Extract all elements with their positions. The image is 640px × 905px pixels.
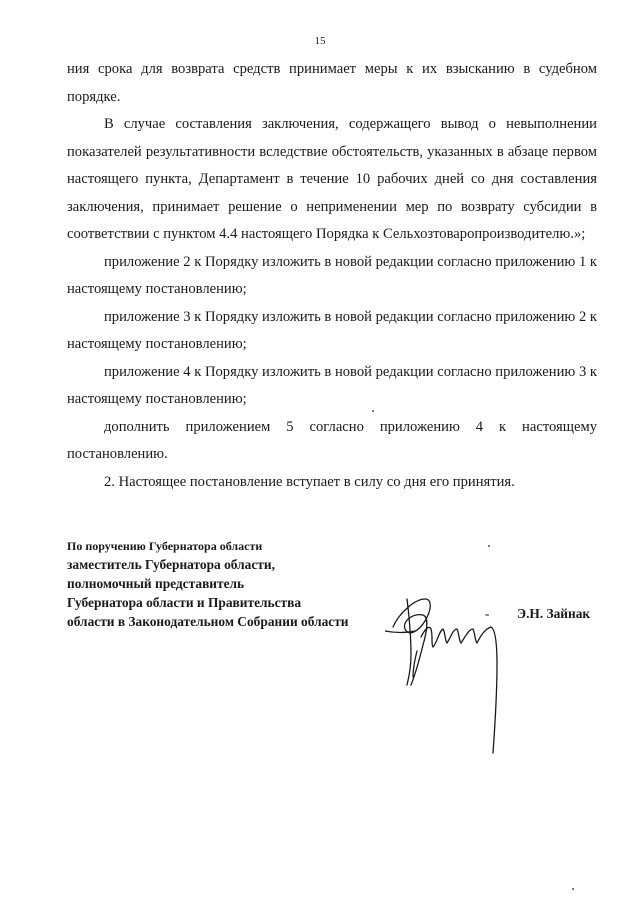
paragraph-appendix-2: приложение 2 к Порядку изложить в новой редакции согласно приложению 1 к настоящему постановлению; xyxy=(67,253,597,297)
paragraph-effective-date: 2. Настоящее постановление вступает в силу со дня его принятия. xyxy=(104,473,515,490)
signature-block xyxy=(67,537,407,631)
paragraph-continuation: ния срока для возврата средств принимает меры к их взысканию в судебном порядке. xyxy=(67,61,597,105)
handwritten-signature xyxy=(385,585,515,765)
dash-mark: - xyxy=(485,606,490,621)
body-text xyxy=(67,56,597,496)
scan-speck xyxy=(372,410,374,412)
signature-line-3: полномочный представитель xyxy=(67,576,245,591)
paragraph-appendix-4: приложение 4 к Порядку изложить в новой редакции согласно приложению 3 к настоящему постановлению; xyxy=(67,363,597,407)
signature-line-2: заместитель Губернатора области, xyxy=(67,557,275,572)
signature-line-1: По поручению Губернатора области xyxy=(67,539,263,553)
signature-line-4: Губернатора области и Правительства xyxy=(67,595,302,610)
scan-speck xyxy=(488,545,490,547)
signature-line-5: области в Законодательном Собрании области xyxy=(67,614,349,629)
paragraph-appendix-5: дополнить приложением 5 согласно приложению 4 к настоящему постановлению. xyxy=(67,418,597,462)
paragraph-appendix-3: приложение 3 к Порядку изложить в новой редакции согласно приложению 2 к настоящему постановлению; xyxy=(67,308,597,352)
page-number: 15 xyxy=(314,35,326,47)
signer-name: Э.Н. Зайнак xyxy=(517,606,591,621)
paragraph-conclusion: В случае составления заключения, содержащего вывод о невыполнении показателей результативности вследствие обстоятельств, указанных в абзаце первом настоящего пункта, Департамент в течение 10 рабочих дней со дня составления заключения, принимает решение о неприменении мер по возврату субсидии в соответствии с пунктом 4.4 настоящего Порядка к Сельхозтоваропроизводителю.»; xyxy=(67,116,597,242)
scan-speck xyxy=(572,888,574,890)
